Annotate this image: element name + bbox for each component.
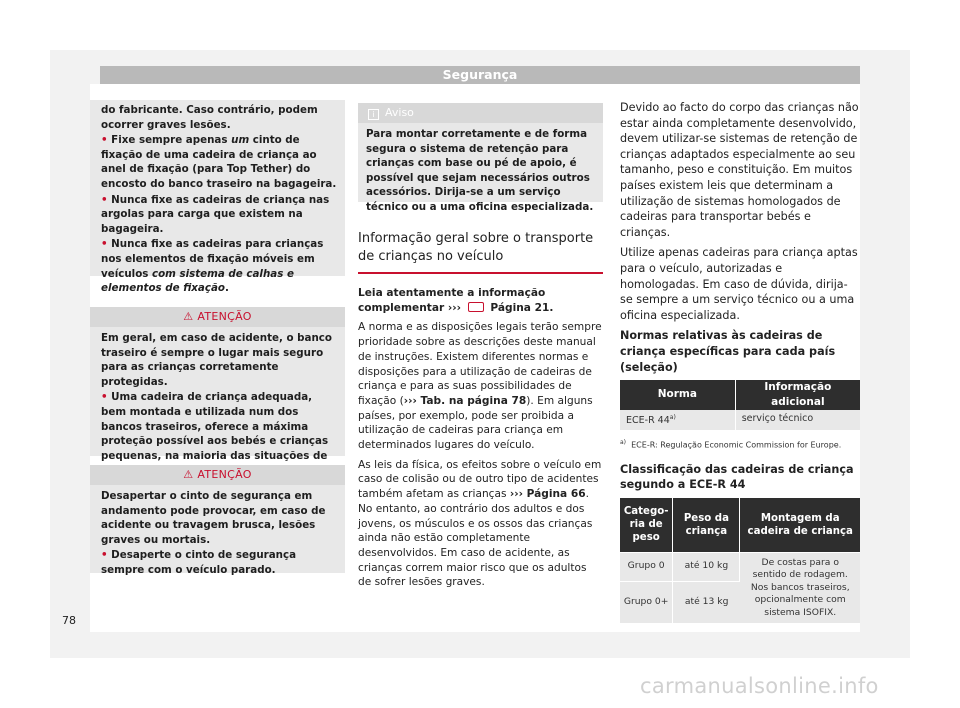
page-number: 78 (62, 614, 76, 627)
note-header: i Aviso (358, 103, 603, 123)
attention-header: ⚠ ATENÇÃO (90, 465, 345, 485)
norms-table (620, 380, 860, 429)
attention-text: Desapertar o cinto de segurança em andamento pode provocar, em caso de acidente ou travagem brusca, lesões graves ou mortais. (101, 490, 326, 546)
footnote: $^{a)}$ ECE-R: Regulação Economic Commission for Europe. (620, 438, 842, 450)
warning-bullet: • Nunca fixe as cadeiras de criança nas argolas para carga que existem na bagageira. (101, 193, 337, 237)
table-header-cell: Catego-ria de peso (620, 498, 673, 552)
table-cell: De costas para o sentido de rodagem. Nos bancos traseiros, opcionalmente com sistema ISOFIX. (740, 552, 860, 623)
table-cell: ECE-R 44$^{a)}$ (620, 410, 735, 430)
body-paragraph: A norma e as disposições legais terão sempre prioridade sobre as descrições deste manual de instruções. Existem diferentes normas e disposições para a utilização de cadeiras de criança e para as suas possibilidades de fixação (››› Tab. na página 78). Em alguns países, por exemplo, pode ser proibida a utilização de cadeiras para criança em determinados lugares do veículo. (358, 321, 602, 452)
watermark: carmanualsonline.info (640, 674, 879, 698)
section-title: Informação geral sobre o transporte de crianças no veículo (358, 230, 603, 274)
attention-bullet: • Desaperte o cinto de segurança sempre com o veículo parado. (101, 548, 337, 577)
table-header-cell: Norma (620, 380, 735, 409)
table-reference-link[interactable]: ››› Tab. na página 78 (403, 394, 527, 407)
table-heading: Classificação das cadeiras de criança segundo a ECE-R 44 (620, 462, 854, 492)
table-row (620, 410, 860, 430)
body-paragraph: As leis da física, os efeitos sobre o veículo em caso de colisão ou de outro tipo de acidentes também afetam as crianças ››› Página 66. No entanto, ao contrário dos adultos e dos jovens, os músculos e os ossos das crianças ainda não estão completamente desenvolvidos. Em caso de acidente, as crianças correm maior risco que os adultos de sofrer lesões graves. (358, 458, 602, 589)
warning-bullet: • Fixe sempre apenas um cinto de fixação de uma cadeira de criança ao anel de fixação (para Top Tether) do encosto do banco traseiro na bagageira. (101, 133, 337, 191)
note-box (358, 103, 603, 213)
table-heading: Normas relativas às cadeiras de criança específicas para cada país (seleção) (620, 329, 836, 374)
body-paragraph: Utilize apenas cadeiras para criança aptas para o veículo, autorizadas e homologadas. Em caso de dúvida, dirija-se sempre a um serviço técnico ou a uma oficina especializada. (620, 246, 858, 322)
reference-book-icon (468, 302, 484, 312)
table-cell: Grupo 0+ (620, 581, 673, 623)
table-header-cell: Informação adicional (735, 380, 860, 409)
right-column (620, 84, 860, 623)
page-reference-link[interactable]: Página 21 (490, 301, 550, 314)
table-header-row (620, 380, 860, 409)
attention-box (90, 307, 345, 462)
warning-line: do fabricante. Caso contrário, podem ocorrer graves lesões. (101, 104, 318, 131)
table-cell: até 13 kg (673, 581, 740, 623)
attention-box (90, 465, 345, 576)
classification-table (620, 498, 860, 623)
warning-continuation-box (90, 100, 345, 295)
warning-triangle-icon: ⚠ (183, 310, 194, 323)
attention-text: Em geral, em caso de acidente, o banco traseiro é sempre o lugar mais seguro para as crianças corretamente protegidas. (101, 332, 332, 388)
intro-paragraph: Leia atentamente a informação complementar ››› Página 21. (358, 287, 554, 314)
page-header: Segurança (100, 66, 860, 84)
body-paragraph: Devido ao facto do corpo das crianças não estar ainda completamente desenvolvido, devem utilizar-se sistemas de retenção de crianças adaptados especialmente ao seu tamanho, peso e constituição. Em muitos países existem leis que determinam a utilização de sistemas homologados de cadeiras para transportar bebés e crianças. (620, 101, 859, 239)
table-cell: Grupo 0 (620, 552, 673, 581)
note-text: Para montar corretamente e de forma segura o sistema de retenção para crianças com base ou pé de apoio, é possível que sejam necessários outros acessórios. Dirija-se a um serviço técnico ou a uma oficina especializada. (366, 128, 594, 213)
table-header-cell: Peso da criança (673, 498, 740, 552)
page-reference-link[interactable]: ››› Página 66 (509, 488, 586, 501)
table-cell: até 10 kg (673, 552, 740, 581)
warning-bullet: • Nunca fixe as cadeiras para crianças nos elementos de fixação móveis em veículos com sistema de calhas e elementos de fixação. (101, 237, 337, 295)
table-cell: serviço técnico (735, 410, 860, 430)
table-header-row (620, 498, 860, 552)
warning-triangle-icon: ⚠ (183, 468, 194, 481)
table-header-cell: Montagem da cadeira de criança (740, 498, 860, 552)
table-row (620, 552, 860, 581)
attention-bullet: • Uma cadeira de criança adequada, bem montada e utilizada num dos bancos traseiros, oferece a máxima proteção possível aos bebés e crianças pequenas, na maioria das situações de (101, 390, 337, 478)
attention-header: ⚠ ATENÇÃO (90, 307, 345, 327)
info-icon: i (368, 109, 379, 120)
